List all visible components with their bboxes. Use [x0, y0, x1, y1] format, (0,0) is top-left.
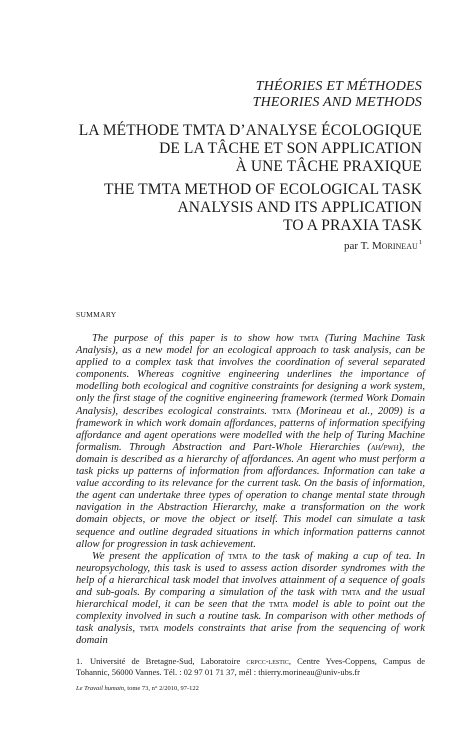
abstract-paragraph — [76, 333, 425, 551]
footnote-lab-acronym: crpcc-lestic — [246, 656, 289, 666]
footnote-text: , Centre Yves-Coppens, Campus de Tohannic, 56000 Vannes. Tél. : 02 97 01 71 37, mél : thierry.morineau@univ-ubs.fr — [76, 656, 425, 677]
author-line — [344, 236, 422, 253]
english-title — [22, 181, 422, 235]
acronym-tmta: tmta — [341, 586, 361, 598]
abstract-text: (Turing Machine Task Analysis), as a new model for an ecological approach to task analysis, can be applied to a complex task that involves the coordination of several separated components. Whereas cognitive engineering underlines the importance of modelling both ecological and cognitive constraints for designing a work system, only the first stage of the cognitive engineering framework (termed Work Domain Analysis), describes ecological constraints. — [76, 333, 425, 417]
acronym-ah-pwh: ah/pwh — [370, 441, 399, 453]
french-title — [22, 122, 422, 176]
abstract-text: We present the application of — [92, 550, 229, 562]
abstract-text: models constraints that arise from the sequencing of work domain — [76, 623, 425, 647]
journal-name: Le Travail humain — [76, 685, 125, 692]
author-prefix: par T. — [343, 240, 372, 252]
rubric-french: THÉORIES ET MÉTHODES — [255, 79, 422, 94]
abstract-text: (Morineau et al., 2009) is a framework in which work domain affordances, patterns of information specifying affordance and agent operations were modelled with the help of Turing Machine formalism. Through Abstraction and Part-Whole Hierarchies ( — [76, 405, 425, 453]
author-name: Morineau — [371, 240, 418, 252]
english-title-line: THE TMTA METHOD OF ECOLOGICAL TASK — [104, 181, 422, 198]
section-rubric — [42, 79, 422, 111]
acronym-tmta: tmta — [228, 550, 248, 562]
summary-heading: SUMMARY — [76, 310, 117, 319]
footnote-text: Université de Bretagne-Sud, Laboratoire — [90, 656, 247, 666]
abstract-body — [76, 333, 425, 647]
french-title-line: LA MÉTHODE TMTA D’ANALYSE ÉCOLOGIQUE — [78, 122, 422, 139]
english-title-line: TO A PRAXIA TASK — [283, 217, 422, 234]
footnote-1 — [76, 656, 425, 678]
acronym-tmta: tmta — [139, 623, 159, 635]
rubric-english: THEORIES AND METHODS — [252, 95, 422, 110]
acronym-tmta: tmta — [272, 405, 292, 417]
abstract-paragraph — [76, 551, 425, 648]
acronym-tmta: tmta — [299, 333, 319, 344]
abstract-text: to the task of making a cup of tea. In neuropsychology, this task is used to assess action disorder syndromes with the help of a hierarchical task model that involves attainment of a sequence of goals and sub-goals. By comparing a simulation of the task with — [76, 550, 425, 598]
abstract-text: The purpose of this paper is to show how — [92, 333, 300, 344]
footnote-number: 1. — [76, 656, 83, 666]
french-title-line: DE LA TÂCHE ET SON APPLICATION — [159, 140, 422, 157]
abstract-text: ), the domain is described as a hierarchy of affordances. An agent who must perform a task picks up patterns of information from affordances. Information can take a value according to its relevance for the current task. On the basis of information, the agent can undertake three types of operation to change mental state through navigation in the Abstraction Hierarchy, make a transformation on the work domain objects, or move the object or itself. This model can simulate a task sequence and outline degraded situations in which information patterns cannot allow for progression in task achievement. — [76, 441, 425, 550]
abstract-text: and the usual hierarchical model, it can be seen that the — [76, 586, 425, 611]
author-footnote-marker[interactable]: 1 — [418, 239, 422, 246]
english-title-line: ANALYSIS AND ITS APPLICATION — [177, 199, 422, 216]
abstract-text: model is able to point out the complexity involved in such a routine task. In comparison with other methods of task analysis, — [76, 599, 425, 635]
running-footer — [76, 685, 199, 692]
french-title-line: À UNE TÂCHE PRAXIQUE — [235, 158, 422, 175]
journal-details: , tome 73, n° 2/2010, 97-122 — [124, 685, 199, 692]
acronym-tmta: tmta — [269, 599, 289, 611]
